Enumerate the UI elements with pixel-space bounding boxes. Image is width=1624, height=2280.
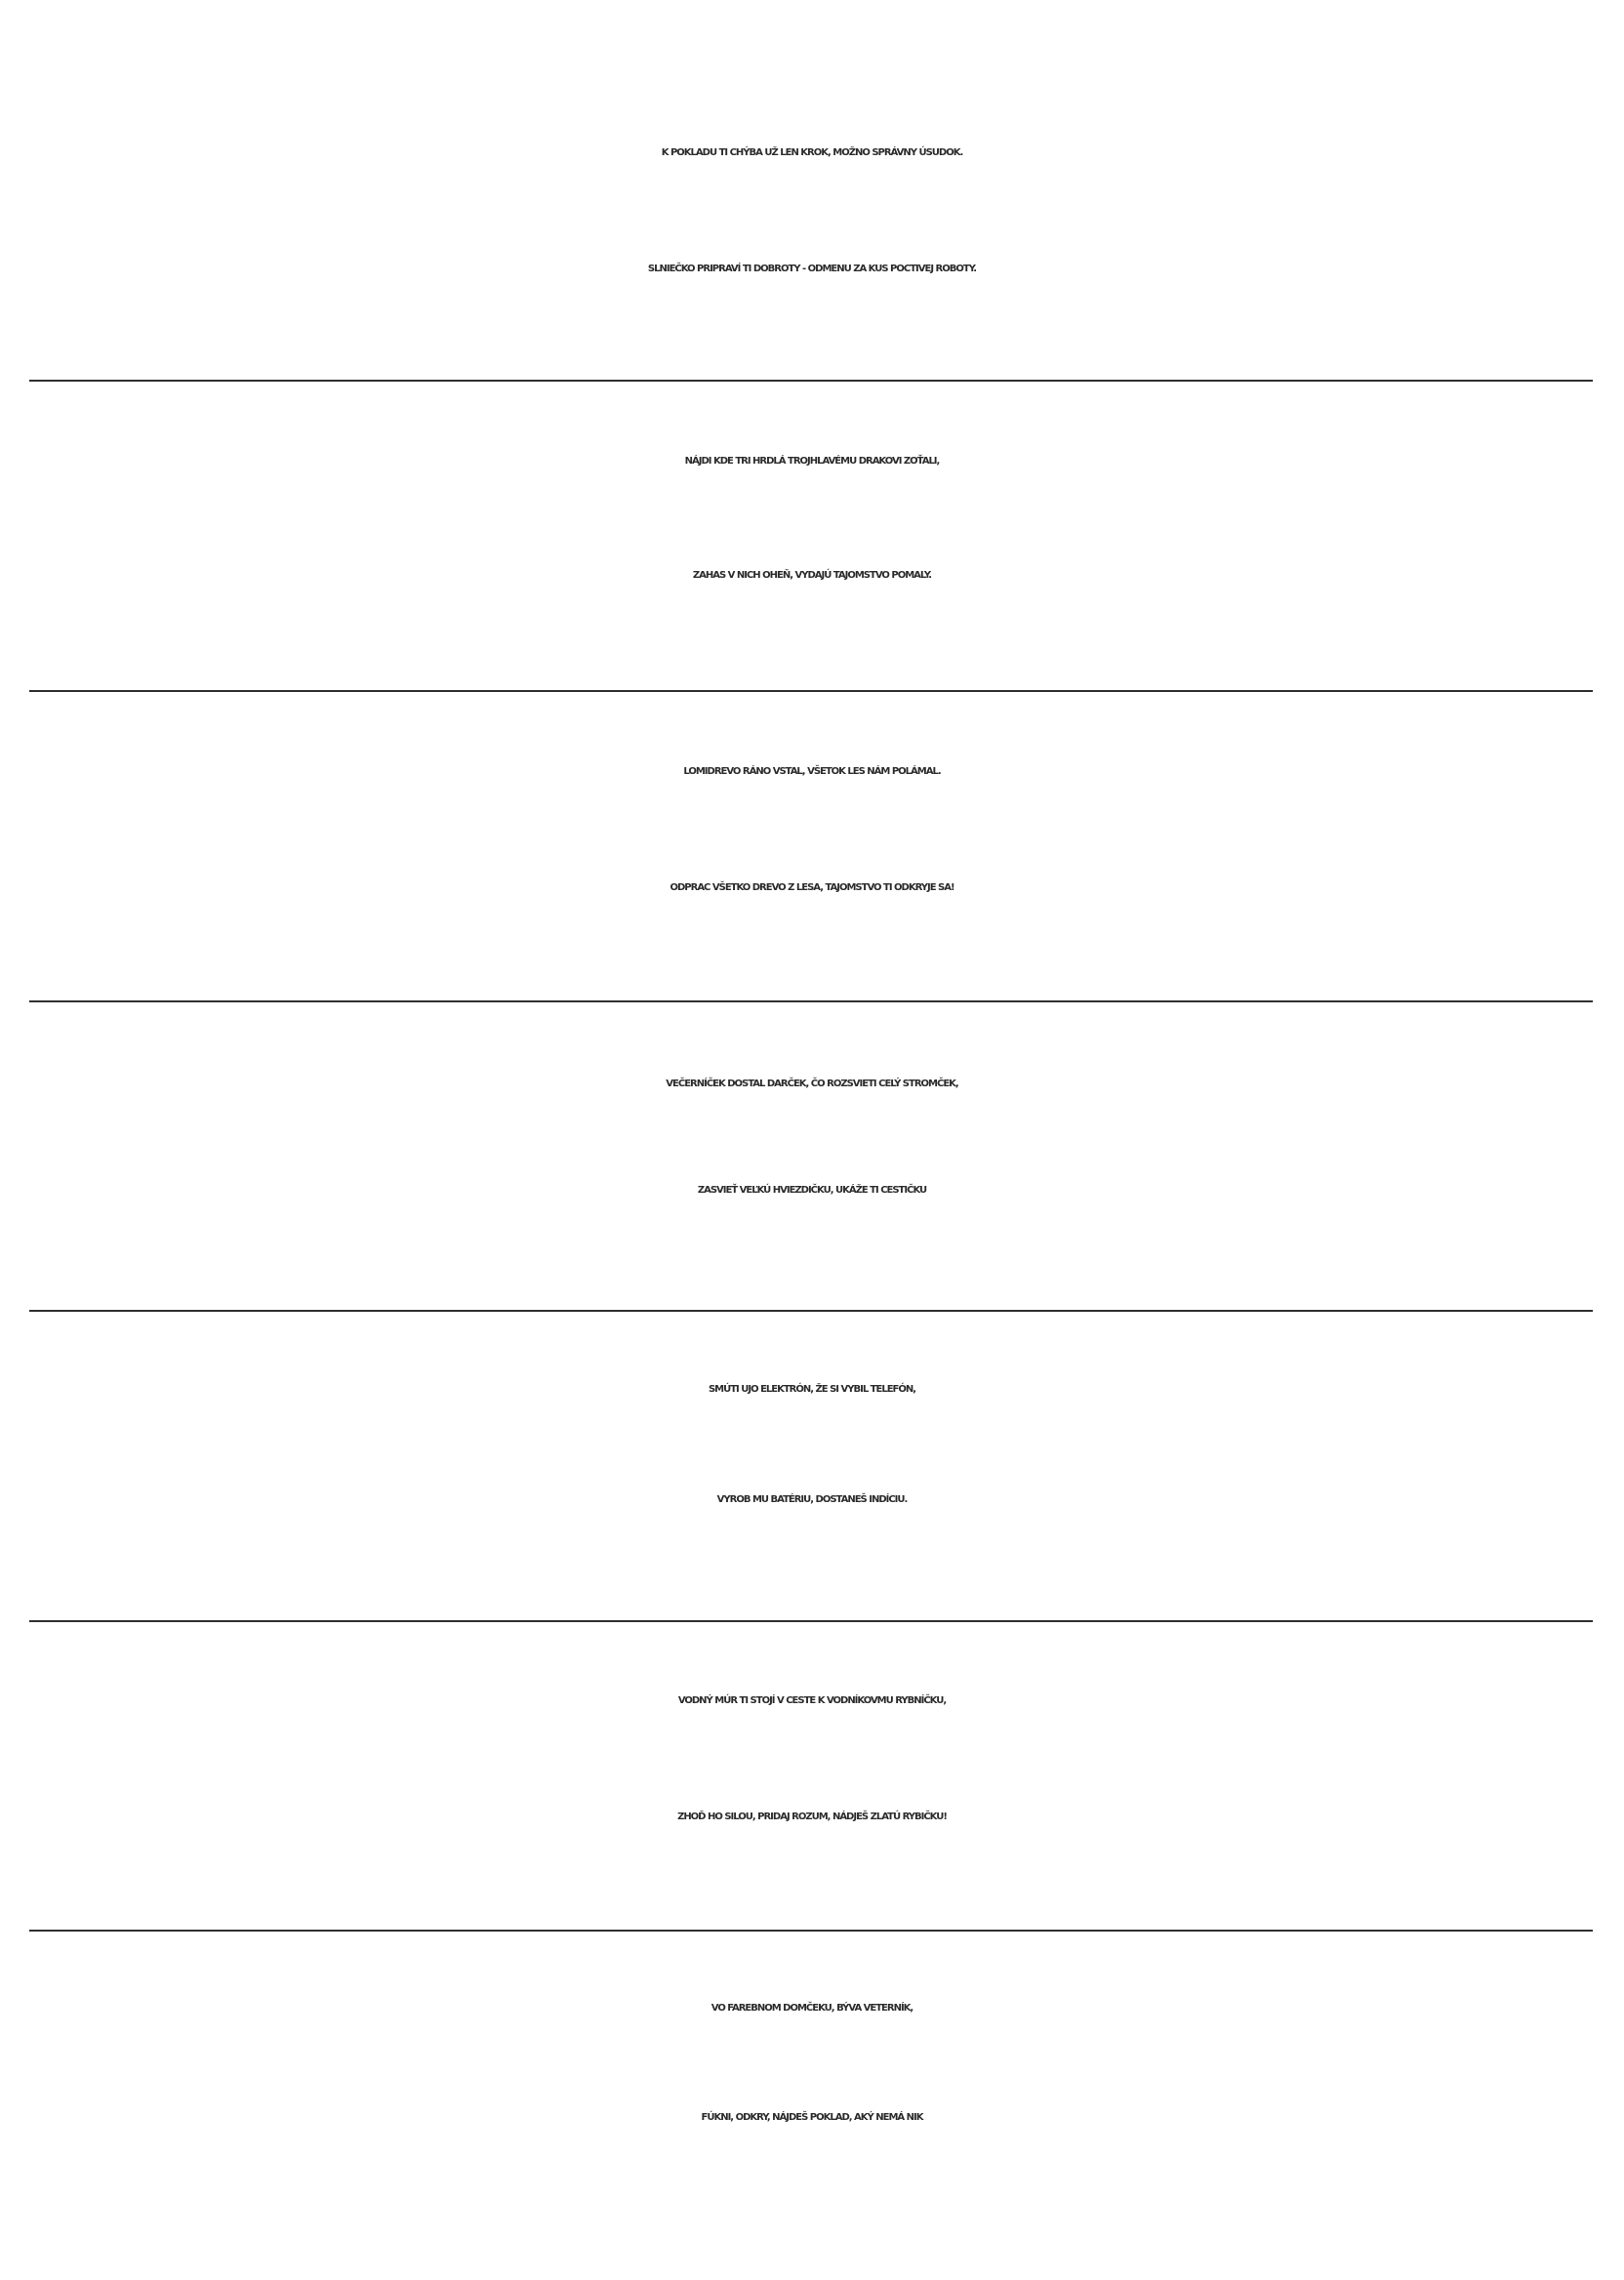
stanza-1-line-1: K POKLADU TI CHÝBA UŽ LEN KROK, MOŽNO SPRÁVNY ÚSUDOK. <box>661 147 963 158</box>
stanza-7-line-2: FÚKNI, ODKRY, NÁJDEŠ POKLAD, AKÝ NEMÁ NIK <box>701 2112 923 2123</box>
divider-4 <box>29 1310 1593 1312</box>
stanza-3-line-2: ODPRAC VŠETKO DREVO Z LESA, TAJOMSTVO TI ODKRYJE SA! <box>670 882 954 893</box>
divider-2 <box>29 690 1593 692</box>
stanza-7-line-1: VO FAREBNOM DOMČEKU, BÝVA VETERNÍK, <box>710 2003 914 2014</box>
stanza-5-line-2: VYROB MU BATÉRIU, DOSTANEŠ INDÍCIU. <box>716 1494 908 1505</box>
stanza-1-line-2: SLNIEČKO PRIPRAVÍ TI DOBROTY - ODMENU ZA KUS POCTIVEJ ROBOTY. <box>647 264 977 274</box>
divider-1 <box>29 380 1593 382</box>
stanza-3-line-1: LOMIDREVO RÁNO VSTAL, VŠETOK LES NÁM POLÁMAL. <box>683 766 941 777</box>
stanza-2-line-2: ZAHAS V NICH OHEŇ, VYDAJÚ TAJOMSTVO POMALY. <box>692 570 932 581</box>
stanza-6-line-2: ZHOĎ HO SILOU, PRIDAJ ROZUM, NÁDJEŠ ZLATÚ RYBIČKU! <box>677 1812 947 1822</box>
stanza-2-line-1: NÁJDI KDE TRI HRDLÁ TROJHLAVÉMU DRAKOVI ZOŤALI, <box>684 456 940 467</box>
stanza-6-line-1: VODNÝ MÚR TI STOJÍ V CESTE K VODNÍKOVMU RYBNÍČKU, <box>677 1695 947 1706</box>
stanza-4-line-2: ZASVIEŤ VEĽKÚ HVIEZDIČKU, UKÁŽE TI CESTIČKU <box>697 1185 927 1196</box>
stanza-4-line-1: VEČERNÍČEK DOSTAL DARČEK, ČO ROZSVIETI CELÝ STROMČEK, <box>666 1079 958 1089</box>
divider-6 <box>29 1930 1593 1932</box>
divider-3 <box>29 1000 1593 1002</box>
divider-5 <box>29 1620 1593 1622</box>
stanza-5-line-1: SMÚTI UJO ELEKTRÓN, ŽE SI VYBIL TELEFÓN, <box>708 1384 916 1395</box>
